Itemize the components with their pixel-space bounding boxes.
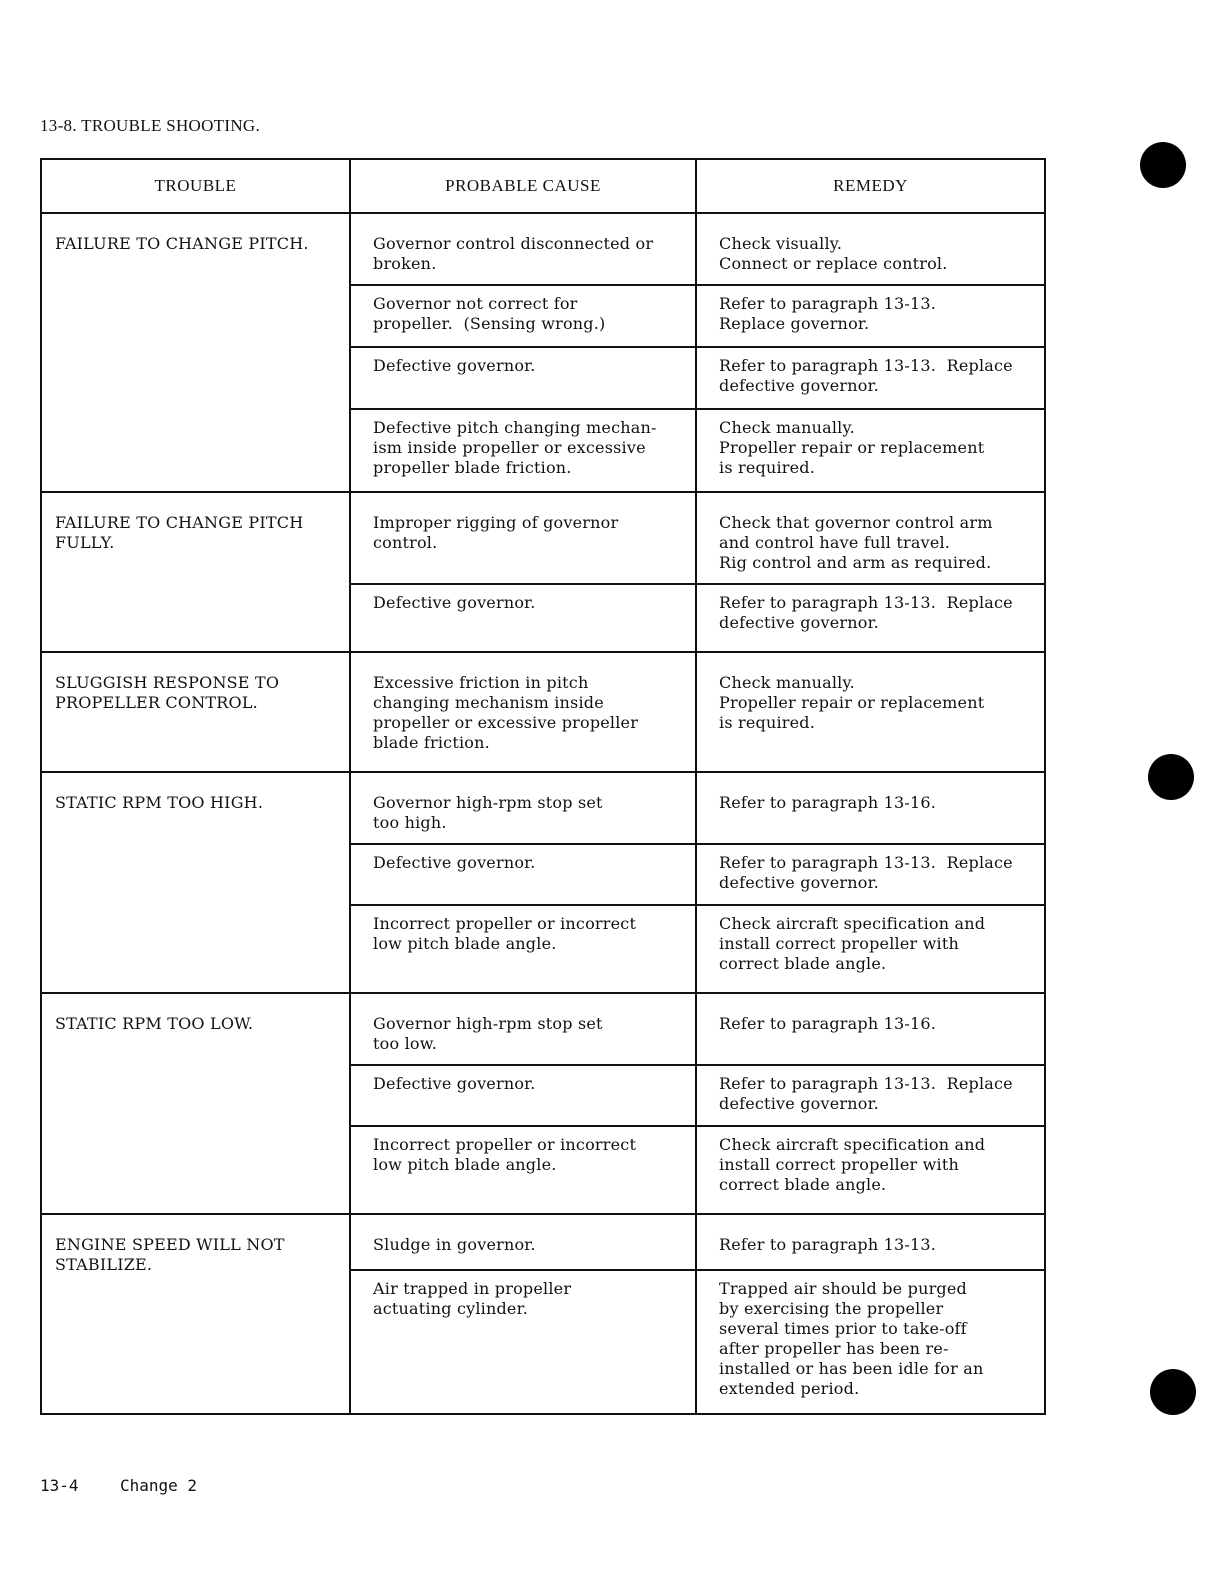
- probable-cause-cell: [350, 347, 696, 409]
- remedy-line: defective governor.: [719, 1094, 879, 1113]
- troubleshooting-table: [40, 158, 1046, 1415]
- probable-cause-cell: [350, 772, 696, 844]
- section-title: 13-8. TROUBLE SHOOTING.: [40, 116, 261, 135]
- trouble-cell: [41, 1214, 350, 1414]
- cause-line: Defective pitch changing mechan-: [373, 418, 657, 437]
- remedy-line: Refer to paragraph 13-13. Replace: [719, 593, 1013, 612]
- cause-line: Defective governor.: [373, 853, 536, 872]
- remedy-line: by exercising the propeller: [719, 1299, 944, 1318]
- probable-cause-cell: [350, 584, 696, 652]
- remedy-line: Connect or replace control.: [719, 254, 948, 273]
- remedy-line: defective governor.: [719, 376, 879, 395]
- remedy-line: Check aircraft specification and: [719, 1135, 986, 1154]
- remedy-line: and control have full travel.: [719, 533, 951, 552]
- cause-line: low pitch blade angle.: [373, 1155, 557, 1174]
- cause-line: propeller blade friction.: [373, 458, 572, 477]
- cause-line: low pitch blade angle.: [373, 934, 557, 953]
- cause-line: propeller. (Sensing wrong.): [373, 314, 606, 333]
- page-number: 13-4: [40, 1476, 79, 1495]
- remedy-line: Refer to paragraph 13-13. Replace: [719, 356, 1013, 375]
- remedy-line: installed or has been idle for an: [719, 1359, 984, 1378]
- trouble-line: STATIC RPM TOO LOW.: [55, 1014, 254, 1033]
- probable-cause-cell: [350, 492, 696, 584]
- remedy-line: Refer to paragraph 13-16.: [719, 1014, 937, 1033]
- trouble-line: FULLY.: [55, 533, 115, 552]
- trouble-cell: [41, 213, 350, 492]
- binder-hole: [1150, 1369, 1196, 1415]
- cause-line: blade friction.: [373, 733, 490, 752]
- cause-line: actuating cylinder.: [373, 1299, 528, 1318]
- remedy-line: install correct propeller with: [719, 1155, 959, 1174]
- remedy-line: Replace governor.: [719, 314, 870, 333]
- probable-cause-cell: [350, 905, 696, 993]
- trouble-line: STABILIZE.: [55, 1255, 153, 1274]
- remedy-cell: [696, 347, 1045, 409]
- probable-cause-cell: [350, 213, 696, 285]
- remedy-line: Check manually.: [719, 673, 855, 692]
- cause-line: too high.: [373, 813, 447, 832]
- cause-line: too low.: [373, 1034, 438, 1053]
- trouble-cell: [41, 772, 350, 993]
- remedy-line: Check aircraft specification and: [719, 914, 986, 933]
- binder-hole: [1148, 754, 1194, 800]
- remedy-line: Check visually.: [719, 234, 843, 253]
- table-row: [41, 1214, 1045, 1270]
- remedy-cell: [696, 492, 1045, 584]
- remedy-line: is required.: [719, 713, 816, 732]
- remedy-cell: [696, 285, 1045, 347]
- trouble-cell: [41, 993, 350, 1214]
- cause-line: Sludge in governor.: [373, 1235, 536, 1254]
- remedy-cell: [696, 652, 1045, 772]
- remedy-cell: [696, 844, 1045, 905]
- table-row: [41, 213, 1045, 285]
- remedy-line: correct blade angle.: [719, 954, 887, 973]
- remedy-line: Propeller repair or replacement: [719, 438, 985, 457]
- table-header-row: [41, 159, 1045, 213]
- remedy-line: Propeller repair or replacement: [719, 693, 985, 712]
- probable-cause-cell: [350, 409, 696, 492]
- probable-cause-cell: [350, 285, 696, 347]
- probable-cause-cell: [350, 1270, 696, 1414]
- probable-cause-cell: [350, 1065, 696, 1126]
- trouble-line: ENGINE SPEED WILL NOT: [55, 1235, 285, 1254]
- remedy-line: Check manually.: [719, 418, 855, 437]
- trouble-line: FAILURE TO CHANGE PITCH.: [55, 234, 309, 253]
- remedy-line: after propeller has been re-: [719, 1339, 949, 1358]
- trouble-cell: [41, 492, 350, 652]
- cause-line: broken.: [373, 254, 437, 273]
- cause-line: changing mechanism inside: [373, 693, 604, 712]
- table-row: [41, 772, 1045, 844]
- cause-line: Governor high-rpm stop set: [373, 793, 603, 812]
- trouble-line: FAILURE TO CHANGE PITCH: [55, 513, 304, 532]
- cause-line: control.: [373, 533, 438, 552]
- cause-line: Incorrect propeller or incorrect: [373, 1135, 637, 1154]
- remedy-cell: [696, 213, 1045, 285]
- cause-line: Air trapped in propeller: [373, 1279, 572, 1298]
- binder-hole: [1140, 142, 1186, 188]
- probable-cause-cell: [350, 1126, 696, 1214]
- cause-line: Defective governor.: [373, 593, 536, 612]
- probable-cause-cell: [350, 844, 696, 905]
- remedy-line: Refer to paragraph 13-13.: [719, 1235, 937, 1254]
- remedy-line: Refer to paragraph 13-16.: [719, 793, 937, 812]
- remedy-cell: [696, 584, 1045, 652]
- remedy-line: Refer to paragraph 13-13. Replace: [719, 853, 1013, 872]
- trouble-line: STATIC RPM TOO HIGH.: [55, 793, 264, 812]
- header-remedy: REMEDY: [696, 159, 1045, 213]
- cause-line: ism inside propeller or excessive: [373, 438, 646, 457]
- header-trouble: TROUBLE: [41, 159, 350, 213]
- cause-line: Excessive friction in pitch: [373, 673, 589, 692]
- remedy-cell: [696, 1126, 1045, 1214]
- header-probable-cause: PROBABLE CAUSE: [350, 159, 696, 213]
- remedy-line: several times prior to take-off: [719, 1319, 967, 1338]
- remedy-line: Refer to paragraph 13-13. Replace: [719, 1074, 1013, 1093]
- remedy-line: defective governor.: [719, 613, 879, 632]
- remedy-line: Trapped air should be purged: [719, 1279, 967, 1298]
- trouble-cell: [41, 652, 350, 772]
- cause-line: Governor high-rpm stop set: [373, 1014, 603, 1033]
- table-row: [41, 993, 1045, 1065]
- probable-cause-cell: [350, 993, 696, 1065]
- table-body: [41, 213, 1045, 1414]
- remedy-cell: [696, 1270, 1045, 1414]
- probable-cause-cell: [350, 1214, 696, 1270]
- change-number: Change 2: [120, 1476, 198, 1495]
- table-row: [41, 492, 1045, 584]
- remedy-line: Check that governor control arm: [719, 513, 993, 532]
- remedy-line: is required.: [719, 458, 816, 477]
- trouble-line: SLUGGISH RESPONSE TO: [55, 673, 280, 692]
- remedy-cell: [696, 772, 1045, 844]
- remedy-cell: [696, 1065, 1045, 1126]
- cause-line: Improper rigging of governor: [373, 513, 619, 532]
- remedy-cell: [696, 1214, 1045, 1270]
- cause-line: Defective governor.: [373, 1074, 536, 1093]
- trouble-line: PROPELLER CONTROL.: [55, 693, 258, 712]
- remedy-cell: [696, 409, 1045, 492]
- remedy-cell: [696, 905, 1045, 993]
- probable-cause-cell: [350, 652, 696, 772]
- cause-line: propeller or excessive propeller: [373, 713, 639, 732]
- table-row: [41, 652, 1045, 772]
- remedy-cell: [696, 993, 1045, 1065]
- remedy-line: extended period.: [719, 1379, 860, 1398]
- cause-line: Incorrect propeller or incorrect: [373, 914, 637, 933]
- remedy-line: install correct propeller with: [719, 934, 959, 953]
- remedy-line: correct blade angle.: [719, 1175, 887, 1194]
- cause-line: Governor not correct for: [373, 294, 578, 313]
- remedy-line: defective governor.: [719, 873, 879, 892]
- cause-line: Defective governor.: [373, 356, 536, 375]
- cause-line: Governor control disconnected or: [373, 234, 654, 253]
- remedy-line: Refer to paragraph 13-13.: [719, 294, 937, 313]
- remedy-line: Rig control and arm as required.: [719, 553, 992, 572]
